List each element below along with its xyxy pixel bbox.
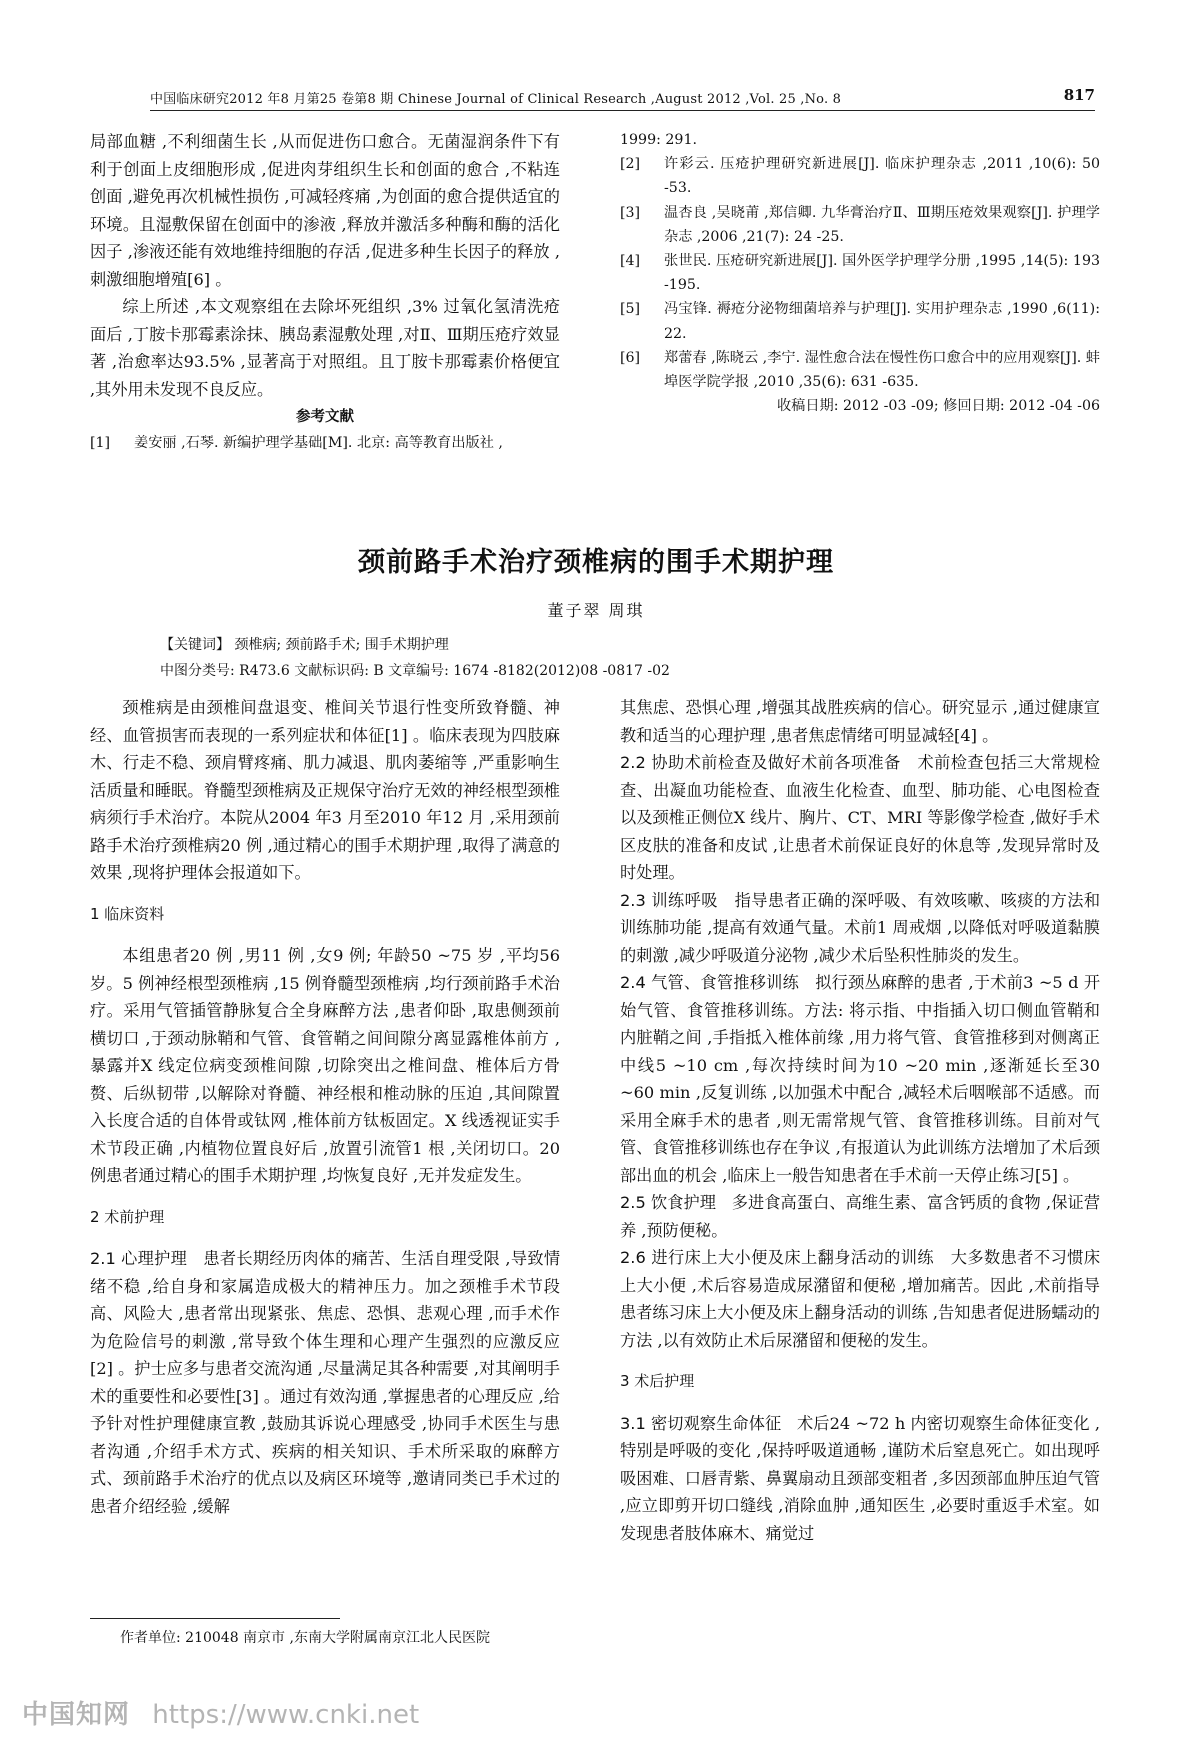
- reference-text: 冯宝锋. 褥疮分泌物细菌培养与护理[J]. 实用护理杂志 ,1990 ,6(11): 22.: [664, 301, 1100, 342]
- references-title: 参考文献: [296, 408, 354, 425]
- subsection-paragraph: [620, 887, 1100, 970]
- reference-text: 姜安丽 ,石琴. 新编护理学基础[M]. 北京: 高等教育出版社 ,: [134, 434, 503, 451]
- article-classification: 中图分类号: R473.6 文献标识码: B 文章编号: 1674 -8182(2012)08 -0817 -02: [160, 663, 670, 679]
- reference-text: 张世民. 压疮研究新进展[J]. 国外医学护理学分册 ,1995 ,14(5): 193 -195.: [664, 253, 1100, 294]
- article-title: 颈前路手术治疗颈椎病的围手术期护理: [358, 547, 834, 578]
- reference-item: [620, 152, 1100, 200]
- subsection-text: 拟行颈丛麻醉的患者 ,于术前3 ~5 d 开始气管、食管推移训练。方法: 将示指、中指插入切口侧血管鞘和内脏鞘之间 ,手指抵入椎体前缘 ,用力将气管、食管推移到对侧离正中线5 ~10 cm ,每次持续时间为10 ~20 min ,逐渐延长至30 ~60 min ,反复训练 ,以加强术中配合 ,减轻术后咽喉部不适感。而采用全麻手术的患者 ,则无需常规气管、食管推移训练。目前对气管、食管推移训练也存在争议 ,有报道认为此训练方法增加了术后颈部出血的机会 ,临床上一般告知患者在手术前一天停止练习[5] 。: [620, 973, 1101, 1185]
- section-heading: 3 术后护理: [620, 1372, 695, 1390]
- continued-paragraph: 其焦虑、恐惧心理 ,增强其战胜疾病的信心。研究显示 ,通过健康宣教和适当的心理护理 ,患者焦虑情绪可明显减轻[4] 。: [620, 698, 1100, 745]
- prev-article-conclusion: 综上所述 ,本文观察组在去除坏死组织 ,3% 过氧化氢清洗疮面后 ,丁胺卡那霉素涂抹、胰岛素湿敷处理 ,对Ⅱ、Ⅲ期压疮疗效显著 ,治愈率达93.5% ,显著高于对照组。且丁胺卡那霉素价格便宜 ,其外用未发现不良反应。: [90, 297, 560, 399]
- reference-number: [4]: [620, 253, 641, 270]
- subsection-paragraph: [620, 1189, 1100, 1244]
- subsection-paragraph: [620, 969, 1100, 1189]
- reference-number: [2]: [620, 156, 641, 173]
- subsection-heading: 2.4 气管、食管推移训练: [620, 973, 800, 992]
- reference-number: [5]: [620, 301, 641, 318]
- footnote-rule: [90, 1618, 340, 1619]
- reference-number: [1]: [90, 434, 111, 451]
- subsection-heading: 2.3 训练呼吸: [620, 890, 718, 910]
- cnki-url[interactable]: https://www.cnki.net: [152, 1700, 420, 1730]
- prev-article-paragraph: 局部血糖 ,不利细菌生长 ,从而促进伤口愈合。无菌湿润条件下有利于创面上皮细胞形成 ,促进肉芽组织生长和创面的愈合 ,不粘连创面 ,避免再次机械性损伤 ,可减轻疼痛 ,为创面的愈合提供适宜的环境。且湿敷保留在创面中的渗液 ,释放并激活多种酶和酶的活化因子 ,渗液还能有效地维持细胞的存活 ,促进多种生长因子的释放 ,刺激细胞增殖[6] 。: [90, 132, 560, 289]
- reference-continuation: 1999: 291.: [620, 132, 697, 148]
- reference-item: [620, 297, 1100, 345]
- intro-paragraph: 颈椎病是由颈椎间盘退变、椎间关节退行性变所致脊髓、神经、血管损害而表现的一系列症状和体征[1] 。临床表现为四肢麻木、行走不稳、颈肩臂疼痛、肌力减退、肌肉萎缩等 ,严重影响生活质量和睡眠。脊髓型颈椎病及正规保守治疗无效的神经根型颈椎病须行手术治疗。本院从2004 年3 月至2010 年12 月 ,采用颈前路手术治疗颈椎病20 例 ,通过精心的围手术期护理 ,取得了满意的效果 ,现将护理体会报道如下。: [90, 698, 560, 882]
- prev-article-right-column: [620, 128, 1100, 418]
- running-head: 中国临床研究2012 年8 月第25 卷第8 期 Chinese Journal of Clinical Research ,August 2012 ,Vol. 25 ,No. 8: [150, 92, 842, 107]
- subsection-text: 术后24 ~72 h 内密切观察生命体征变化 ,特别是呼吸的变化 ,保持呼吸道通畅 ,谨防术后窒息死亡。如出现呼吸困难、口唇青紫、鼻翼扇动且颈部变粗者 ,多因颈部血肿压迫气管 ,应立即剪开切口缝线 ,消除血肿 ,通知医生 ,必要时重返手术室。如发现患者肢体麻木、痛觉过: [620, 1413, 1100, 1543]
- reference-item: [620, 346, 1100, 394]
- reference-number: [6]: [620, 349, 641, 366]
- reference-text: 许彩云. 压疮护理研究新进展[J]. 临床护理杂志 ,2011 ,10(6): 50 -53.: [664, 156, 1100, 197]
- received-dates: 收稿日期: 2012 -03 -09; 修回日期: 2012 -04 -06: [776, 398, 1100, 415]
- cnki-logo: 中国知网: [22, 1700, 131, 1730]
- reference-text: 郑蕾春 ,陈晓云 ,李宁. 湿性愈合法在慢性伤口愈合中的应用观察[J]. 蚌埠医学院学报 ,2010 ,35(6): 631 -635.: [664, 349, 1100, 391]
- page-number: 817: [1063, 86, 1095, 104]
- subsection-text: 大多数患者不习惯床上大小便 ,术后容易造成尿潴留和便秘 ,增加痛苦。因此 ,术前指导患者练习床上大小便及床上翻身活动的训练 ,告知患者促进肠蠕动的方法 ,以有效防止术后尿潴留和便秘的发生。: [620, 1248, 1101, 1350]
- subsection-heading: 2.5 饮食护理: [620, 1193, 717, 1212]
- subsection-paragraph: [620, 1244, 1100, 1354]
- reference-item: [620, 249, 1100, 297]
- reference-item: [620, 201, 1100, 249]
- subsection-heading: 2.1 心理护理: [90, 1249, 188, 1268]
- cnki-watermark: [22, 1694, 419, 1731]
- subsection-text: 患者长期经历肉体的痛苦、生活自理受限 ,导致情绪不稳 ,给自身和家属造成极大的精神压力。加之颈椎手术节段高、风险大 ,患者常出现紧张、焦虑、恐惧、悲观心理 ,而手术作为危险信号的刺激 ,常导致个体生理和心理产生强烈的应激反应[2] 。护士应多与患者交流沟通 ,尽量满足其各种需要 ,对其阐明手术的重要性和必要性[3] 。通过有效沟通 ,掌握患者的心理反应 ,给予针对性护理健康宣教 ,鼓励其诉说心理感受 ,协同手术医生与患者沟通 ,介绍手术方式、疾病的相关知识、手术所采取的麻醉方式、颈前路手术治疗的优点以及病区环境等 ,邀请同类已手术过的患者介绍经验 ,缓解: [90, 1249, 561, 1516]
- reference-item: [90, 431, 560, 455]
- article-authors: 董子翠 周琪: [547, 601, 645, 620]
- subsection-text: 术前检查包括三大常规检查、出凝血功能检查、血液生化检查、血型、肺功能、心电图检查以及颈椎正侧位X 线片、胸片、CT、MRI 等影像学检查 ,做好手术区皮肤的准备和皮试 ,让患者术前保证良好的休息等 ,发现异常时及时处理。: [620, 753, 1101, 882]
- header-rule: [150, 110, 1095, 111]
- subsection-paragraph: [620, 1410, 1100, 1548]
- subsection-text: 指导患者正确的深呼吸、有效咳嗽、咳痰的方法和训练肺功能 ,提高有效通气量。术前1 周戒烟 ,以降低对呼吸道黏膜的刺激 ,减少呼吸道分泌物 ,减少术后坠积性肺炎的发生。: [620, 890, 1101, 965]
- subsection-text: 多进食高蛋白、高维生素、富含钙质的食物 ,保证营养 ,预防便秘。: [620, 1193, 1101, 1240]
- reference-number: [3]: [620, 204, 641, 221]
- subsection-paragraph: [90, 1245, 560, 1520]
- section-paragraph: 本组患者20 例 ,男11 例 ,女9 例; 年龄50 ~75 岁 ,平均56 岁。5 例神经根型颈椎病 ,15 例脊髓型颈椎病 ,均行颈前路手术治疗。采用气管插管静脉复合全身麻醉方法 ,患者仰卧 ,取患侧颈前横切口 ,于颈动脉鞘和气管、食管鞘之间间隙分离显露椎体前方 ,暴露并X 线定位病变颈椎间隙 ,切除突出之椎间盘、椎体后方骨赘、后纵韧带 ,以解除对脊髓、神经根和椎动脉的压迫 ,其间隙置入长度合适的自体骨或钛网 ,椎体前方钛板固定。X 线透视证实手术节段正确 ,内植物位置良好后 ,放置引流管1 根 ,关闭切口。20 例患者通过精心的围手术期护理 ,均恢复良好 ,无并发症发生。: [90, 946, 560, 1185]
- section-heading: 2 术前护理: [90, 1207, 165, 1226]
- article-left-column: [90, 694, 560, 1520]
- subsection-heading: 2.6 进行床上大小便及床上翻身活动的训练: [620, 1248, 935, 1267]
- subsection-heading: 3.1 密切观察生命体征: [620, 1413, 782, 1433]
- section-heading: 1 临床资料: [90, 904, 165, 923]
- reference-list-left: [90, 431, 560, 455]
- reference-text: 温杏良 ,吴晓莆 ,郑信卿. 九华膏治疗Ⅱ、Ⅲ期压疮效果观察[J]. 护理学杂志 ,2006 ,21(7): 24 -25.: [664, 204, 1100, 245]
- article-right-column: [620, 694, 1100, 1547]
- subsection-paragraph: [620, 749, 1100, 887]
- prev-article-left-column: [90, 128, 560, 455]
- article-keywords: 【关键词】 颈椎病; 颈前路手术; 围手术期护理: [160, 637, 449, 653]
- subsection-heading: 2.2 协助术前检查及做好术前各项准备: [620, 753, 901, 772]
- author-affiliation-footnote: 作者单位: 210048 南京市 ,东南大学附属南京江北人民医院: [120, 1630, 490, 1646]
